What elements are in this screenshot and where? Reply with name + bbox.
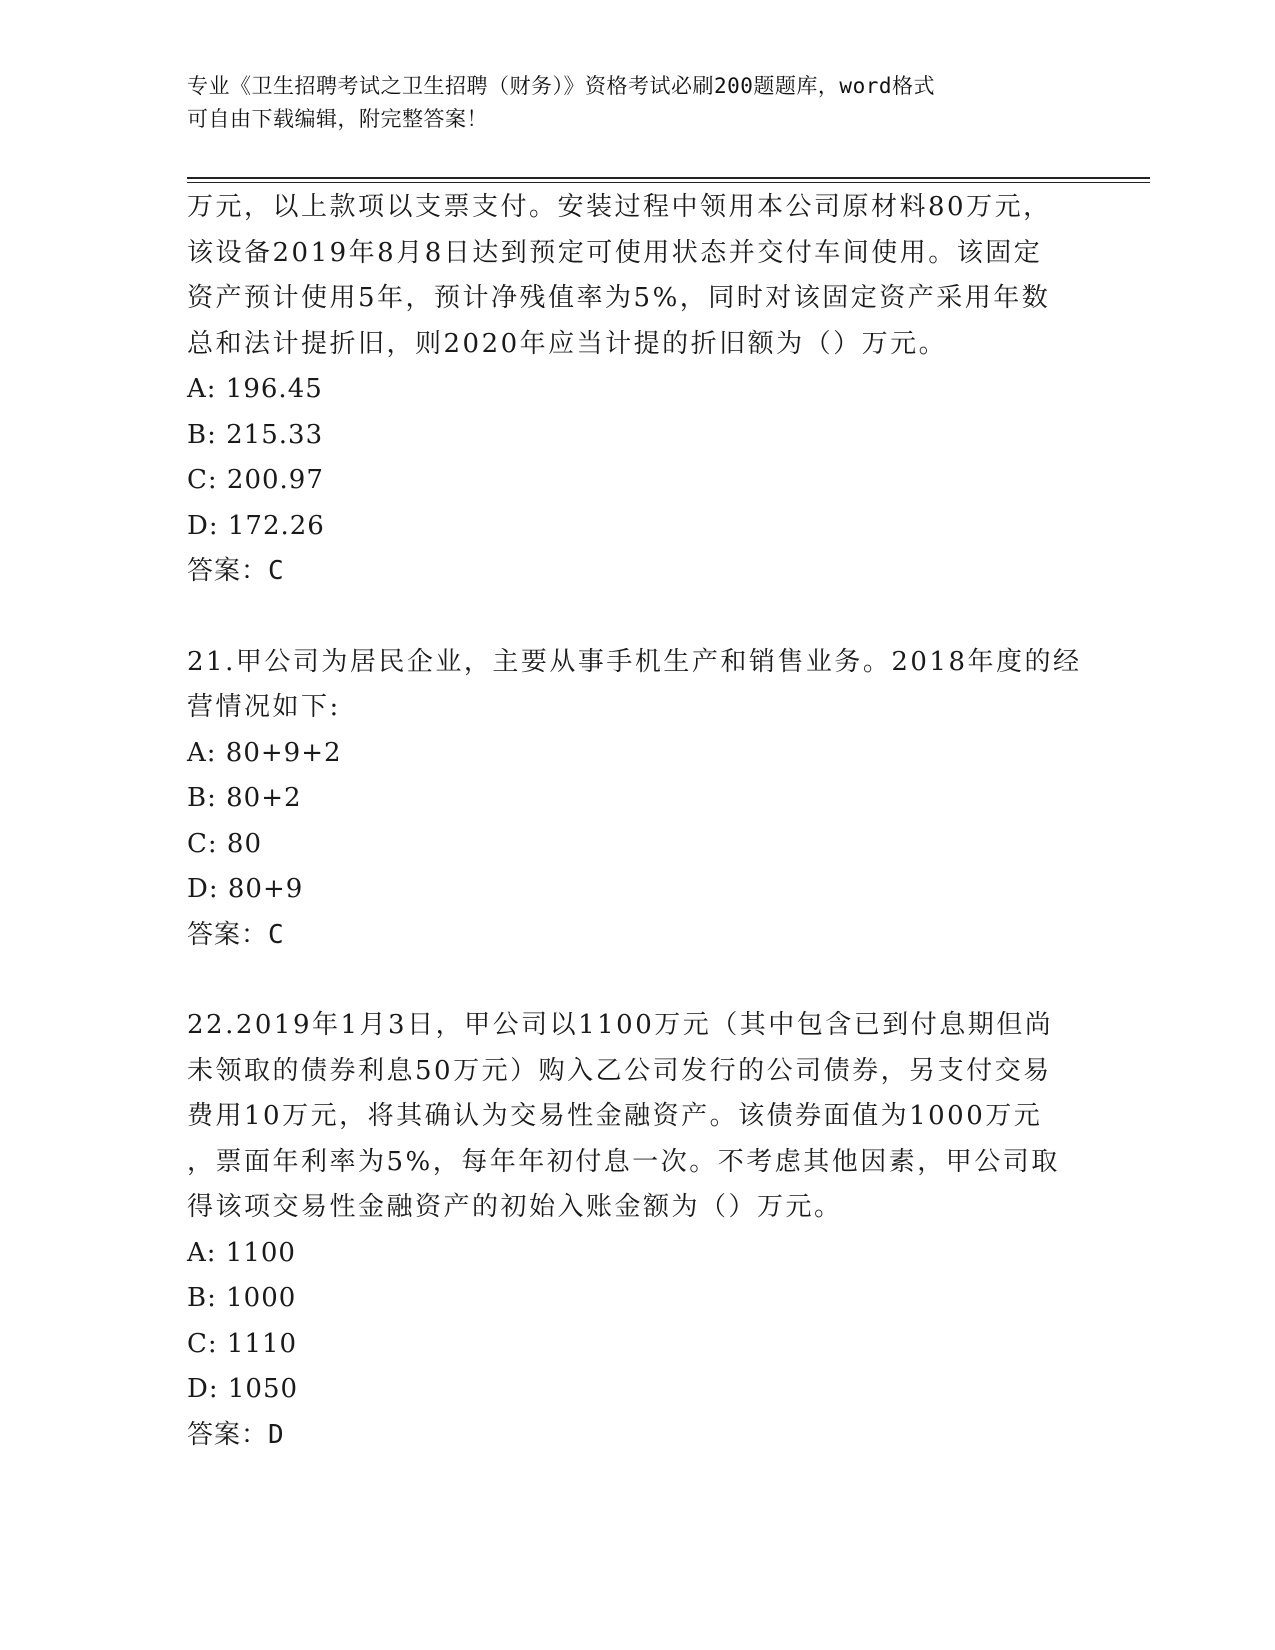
option-b: B: 215.33: [187, 419, 324, 450]
option-d: D: 80+9: [187, 874, 304, 904]
option-d: D: 172.26: [187, 510, 325, 541]
question-text-line: 22.2019年1月3日，甲公司以1100万元（其中包含已到付息期但尚: [187, 1010, 1054, 1040]
answer-line: 答案：D: [187, 1419, 285, 1450]
header-title-line-1: 专业《卫生招聘考试之卫生招聘（财务）》资格考试必刷200题题库，word格式: [187, 74, 935, 98]
option-b: B: 80+2: [187, 783, 302, 813]
question-text-line: 万元，以上款项以支票支付。安装过程中领用本公司原材料80万元，: [187, 192, 1052, 222]
header-title-line-2: 可自由下载编辑，附完整答案！: [187, 107, 488, 131]
question-text-line: 未领取的债券利息50万元）购入乙公司发行的公司债券，另支付交易: [187, 1055, 1052, 1086]
document-body: [187, 185, 1087, 1458]
question-text-line: 营情况如下:: [187, 692, 341, 722]
question-text-line: 费用10万元，将其确认为交易性金融资产。该债券面值为1000万元: [187, 1101, 1043, 1131]
option-c: C: 80: [187, 828, 263, 859]
answer-line: 答案：C: [187, 556, 285, 586]
option-b: B: 1000: [187, 1283, 297, 1313]
option-c: C: 1110: [187, 1328, 298, 1359]
answer-line: 答案：C: [187, 919, 285, 950]
option-a: A: 196.45: [187, 374, 323, 404]
option-a: A: 80+9+2: [187, 737, 342, 768]
question-text-line: ，票面年利率为5%，每年年初付息一次。不考虑其他因素，甲公司取: [187, 1146, 1060, 1177]
question-text-line: 总和法计提折旧，则2020年应当计提的折旧额为（）万元。: [187, 328, 948, 359]
spacer: [187, 595, 1087, 640]
question-text-line: 资产预计使用5年，预计净残值率为5%，同时对该固定资产采用年数: [187, 283, 1051, 313]
header-divider: [187, 177, 1150, 183]
question-20-continued: [187, 185, 1087, 595]
option-c: C: 200.97: [187, 465, 324, 495]
spacer: [187, 958, 1087, 1003]
question-21: [187, 640, 1087, 959]
question-text-line: 该设备2019年8月8日达到预定可使用状态并交付车间使用。该固定: [187, 237, 1043, 268]
option-d: D: 1050: [187, 1374, 299, 1404]
question-text-line: 得该项交易性金融资产的初始入账金额为（）万元。: [187, 1192, 843, 1222]
option-a: A: 1100: [187, 1237, 296, 1268]
question-22: [187, 1003, 1087, 1458]
document-header: [187, 70, 1067, 136]
question-text-line: 21.甲公司为居民企业，主要从事手机生产和销售业务。2018年度的经: [187, 646, 1082, 677]
